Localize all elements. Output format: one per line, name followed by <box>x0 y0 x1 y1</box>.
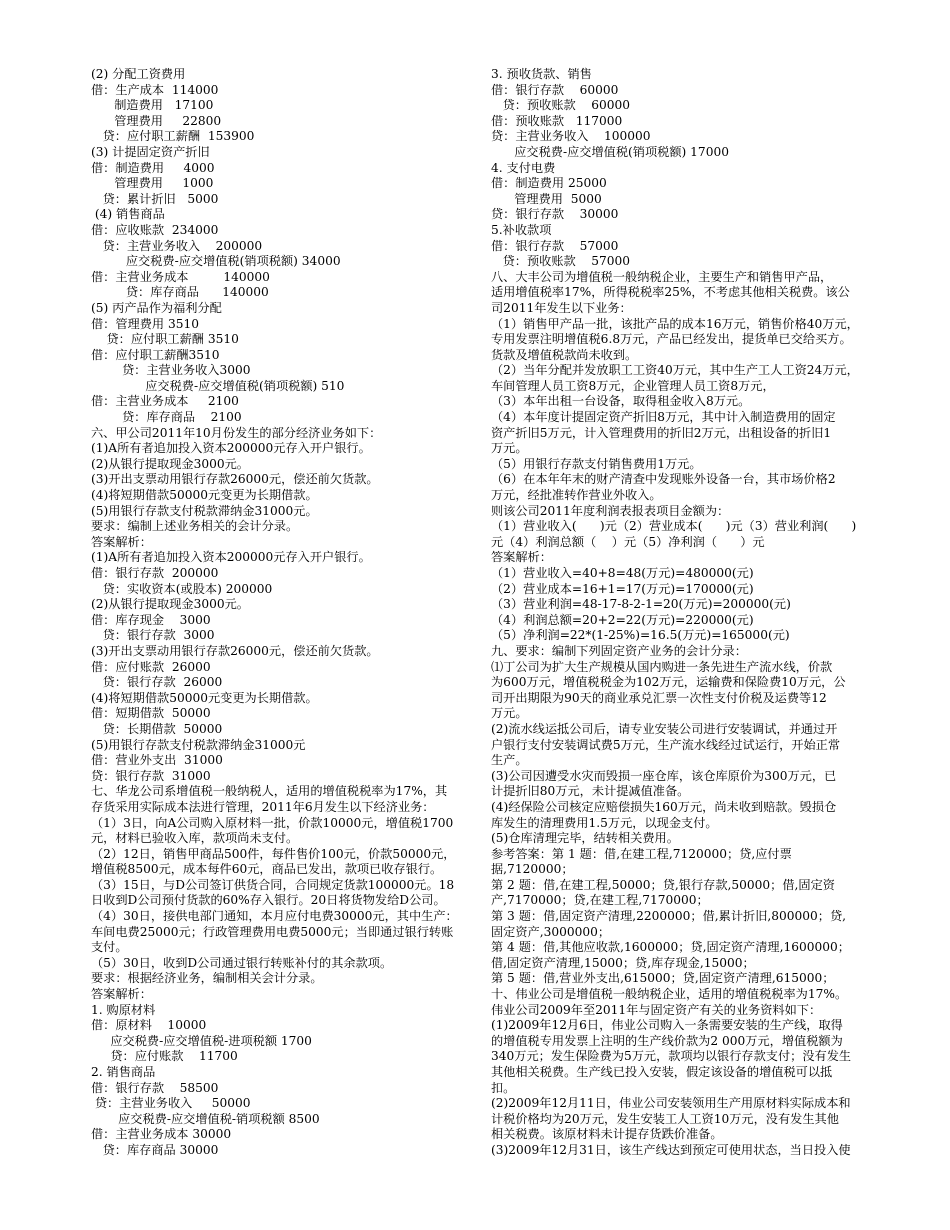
text-line: 扣。 <box>491 1080 516 1095</box>
text-line: 资产折旧5万元，计入管理费用的折旧2万元，出租设备的折旧1 <box>491 425 832 440</box>
text-line: 借,固定资产清理,15000；贷,库存现金,15000； <box>491 955 755 970</box>
text-line: 第 2 题：借,在建工程,50000；贷,银行存款,50000；借,固定资 <box>491 877 835 892</box>
text-line: (2)从银行提取现金3000元。 <box>91 597 249 612</box>
text-line: 贷：应付账款 11700 <box>91 1049 238 1064</box>
text-line: 贷：长期借款 50000 <box>91 721 223 736</box>
left-column <box>91 67 471 1159</box>
text-line: 要求：编制上述业务相关的会计分录。 <box>91 519 299 534</box>
text-line: 贷：累计折旧 5000 <box>91 191 219 206</box>
text-line: 借：主营业务成本 140000 <box>91 269 270 284</box>
text-line: 的增值税专用发票上注明的生产线价款为2 000万元，增值税额为 <box>491 1033 843 1048</box>
text-line: (2) 分配工资费用 <box>91 67 186 81</box>
text-line: (5)仓库清理完毕，结转相关费用。 <box>491 831 679 846</box>
text-line: 万元。 <box>491 441 528 456</box>
text-line: (3) 计提固定资产折旧 <box>91 144 210 159</box>
text-line: 5.补收款项 <box>491 222 552 237</box>
text-line: （4）利润总额=20+2=22(万元)=220000(元) <box>491 612 754 627</box>
text-line: 适用增值税率17%，所得税税率25%，不考虑其他相关税费。该公 <box>491 285 850 300</box>
text-line: 户银行支付安装调试费5万元，生产流水线经过试运行，开始正常 <box>491 737 841 752</box>
text-line: 为600万元，增值税税金为102万元，运输费和保险费10万元，公 <box>491 675 846 690</box>
text-line: 生产。 <box>491 753 528 768</box>
text-line: （4）30日，接供电部门通知，本月应付电费30000元，其中生产： <box>91 909 458 924</box>
text-line: 库发生的清理费用1.5万元，以现金支付。 <box>491 815 718 830</box>
text-line: 专用发票注明增值税6.8万元，产品已经发出，提货单已交给买方。 <box>491 332 852 347</box>
text-line: 管理费用 5000 <box>491 191 602 206</box>
text-line: 其他相关税费。生产线已投入安装，假定该设备的增值税可以抵 <box>491 1065 833 1079</box>
text-line: (2)2009年12月11日，伟业公司安装领用生产用原材料实际成本和 <box>491 1096 851 1111</box>
text-line: 4. 支付电费 <box>491 160 556 175</box>
text-line: 七、华龙公司系增值税一般纳税人，适用的增值税税率为17%，其 <box>91 784 448 799</box>
text-line: 应交税费-应交增值税(销项税额) 17000 <box>491 144 729 159</box>
text-line: 3. 预收货款、销售 <box>491 67 592 81</box>
text-line: （3）15日，与D公司签订供货合同，合同规定货款100000元。18 <box>91 877 455 892</box>
text-line: (4) 销售商品 <box>91 207 165 222</box>
text-line: 要求：根据经济业务，编制相关会计分录。 <box>91 971 323 986</box>
text-line: 借：制造费用 25000 <box>491 176 607 191</box>
text-line: （1）营业收入=40+8=48(万元)=480000(元) <box>491 566 754 580</box>
text-line: （4）本年度计提固定资产折旧8万元，其中计入制造费用的固定 <box>491 410 836 425</box>
text-line: 贷：库存商品 30000 <box>91 1142 219 1157</box>
text-line: 贷：预收账款 60000 <box>491 98 631 113</box>
text-line: （1）3日，向A公司购入原材料一批，价款10000元，增值税1700 <box>91 815 454 830</box>
text-line: （1）销售甲产品一批，该批产品的成本16万元，销售价格40万元， <box>491 316 859 331</box>
text-line: 借：应付职工薪酬3510 <box>91 347 220 362</box>
text-line: 贷：主营业务收入 100000 <box>491 129 651 144</box>
text-line: 答案解析： <box>91 987 152 1002</box>
text-line: 贷：主营业务收入 200000 <box>91 238 263 253</box>
text-line: （6）在本年年末的财产清查中发现账外设备一台，其市场价格2 <box>491 472 836 487</box>
text-line: 伟业公司2009年至2011年与固定资产有关的业务资料如下： <box>491 1002 822 1017</box>
text-line: 贷：实收资本(或股本) 200000 <box>91 581 273 596</box>
text-line: (3)2009年12月31日，该生产线达到预定可使用状态，当日投入使 <box>491 1142 851 1157</box>
text-line: 第 3 题：借,固定资产清理,2200000；借,累计折旧,800000；贷, <box>491 909 847 924</box>
text-line: 340万元；发生保险费为5万元，款项均以银行存款支付；没有发生 <box>491 1049 852 1064</box>
text-line: 贷：预收账款 57000 <box>491 254 631 269</box>
text-line: 1. 购原材料 <box>91 1002 156 1017</box>
text-line: 借：银行存款 200000 <box>91 566 219 580</box>
text-line: （1）营业收入( )元（2）营业成本( )元（3）营业利润( ) <box>491 519 857 534</box>
text-line: (2)流水线运抵公司后，请专业安装公司进行安装调试，并通过开 <box>491 721 838 736</box>
text-line: 计税价格均为20万元，发生安装工人工资10万元，没有发生其他 <box>491 1111 839 1126</box>
text-line: 借：应收账款 234000 <box>91 222 219 237</box>
text-line: (1)A所有者追加投入资本200000元存入开户银行。 <box>91 441 371 456</box>
text-line: 答案解析： <box>491 550 552 565</box>
text-line: (5)用银行存款支付税款滞纳金31000元。 <box>91 503 318 518</box>
text-line: 管理费用 22800 <box>91 113 222 128</box>
right-column <box>491 67 891 1159</box>
text-line: 借：主营业务成本 30000 <box>91 1127 232 1142</box>
text-line: 借：应付账款 26000 <box>91 659 211 674</box>
text-line: 管理费用 1000 <box>91 176 214 191</box>
text-line: 第 4 题：借,其他应收款,1600000；贷,固定资产清理,1600000； <box>491 940 850 955</box>
text-line: 支付。 <box>91 940 128 955</box>
text-line: 答案解析： <box>91 534 152 549</box>
text-line: 借：银行存款 60000 <box>491 82 619 97</box>
text-line: 借：主营业务成本 2100 <box>91 394 239 409</box>
text-line: 贷：银行存款 3000 <box>91 628 215 643</box>
text-line: 车间电费25000元；行政管理费用电费5000元；当即通过银行转账 <box>91 924 454 939</box>
text-line: 八、大丰公司为增值税一般纳税企业，主要生产和销售甲产品， <box>491 269 833 284</box>
text-line: 借：短期借款 50000 <box>91 706 211 721</box>
text-line: 司开出期限为90天的商业承兑汇票一次性支付价税及运费等12 <box>491 690 827 705</box>
text-line: （5）用银行存款支付销售费用1万元。 <box>491 456 702 471</box>
text-line: 计提折旧80万元，未计提减值准备。 <box>491 784 690 799</box>
text-line: (5)用银行存款支付税款滞纳金31000元 <box>91 737 306 752</box>
text-line: 借：原材料 10000 <box>91 1018 207 1033</box>
text-line: 参考答案：第 1 题：借,在建工程,7120000；贷,应付票 <box>491 846 792 861</box>
text-line: 借：库存现金 3000 <box>91 612 211 627</box>
text-line: 存货采用实际成本法进行管理，2011年6月发生以下经济业务： <box>91 799 435 814</box>
text-line: 借：预收账款 117000 <box>491 113 623 128</box>
text-line: 借：管理费用 3510 <box>91 316 200 331</box>
text-line: （5）净利润=22*(1-25%)=16.5(万元)=165000(元) <box>491 628 790 643</box>
text-line: (1)2009年12月6日，伟业公司购入一条需要安装的生产线，取得 <box>491 1018 843 1033</box>
text-line: 贷：主营业务收入3000 <box>91 363 251 378</box>
text-line: 万元，经批准转作营业外收入。 <box>491 488 662 503</box>
text-line: 借：银行存款 58500 <box>91 1080 219 1095</box>
text-line: 六、甲公司2011年10月份发生的部分经济业务如下： <box>91 425 382 440</box>
text-line: 日收到D公司预付货款的60%存入银行。20日将货物发给D公司。 <box>91 893 446 908</box>
text-line: (3)开出支票动用银行存款26000元，偿还前欠货款。 <box>91 472 379 487</box>
text-line: （5）30日，收到D公司通过银行转账补付的其余款项。 <box>91 955 393 970</box>
text-line: 借：营业外支出 31000 <box>91 753 223 768</box>
text-line: 应交税费-应交增值税-销项税额 8500 <box>91 1111 320 1126</box>
text-line: 万元。 <box>491 706 528 721</box>
text-line: 九、要求：编制下列固定资产业务的会计分录： <box>491 643 747 658</box>
text-line: 贷：库存商品 2100 <box>91 410 242 425</box>
text-line: 制造费用 17100 <box>91 98 214 113</box>
text-line: 2. 销售商品 <box>91 1065 156 1079</box>
text-line: 货款及增值税款尚未收到。 <box>491 347 638 362</box>
text-line: 贷：银行存款 30000 <box>491 207 619 222</box>
text-line: 贷：银行存款 26000 <box>91 675 223 690</box>
text-line: 车间管理人员工资8万元，企业管理人员工资8万元， <box>491 378 775 393</box>
text-line: 借：银行存款 57000 <box>491 238 619 253</box>
text-line: （2）营业成本=16+1=17(万元)=170000(元) <box>491 581 754 596</box>
text-line: 则该公司2011年度利润表报表项目金额为： <box>491 503 730 518</box>
text-line: 元（4）利润总额（ ）元（5）净利润（ ）元 <box>491 534 765 549</box>
text-line: 元，材料已验收入库，款项尚未支付。 <box>91 831 299 846</box>
text-line: 应交税费-应交增值税-进项税额 1700 <box>91 1033 312 1048</box>
text-line: 贷：应付职工薪酬 153900 <box>91 129 255 144</box>
text-line: 应交税费-应交增值税(销项税额) 34000 <box>91 254 341 269</box>
text-line: ⑴丁公司为扩大生产规模从国内购进一条先进生产流水线，价款 <box>491 659 833 674</box>
text-line: 贷：应付职工薪酬 3510 <box>91 332 239 347</box>
text-line: (3)公司因遭受水灾而毁损一座仓库，该仓库原价为300万元，已 <box>491 768 837 783</box>
text-line: 贷：银行存款 31000 <box>91 768 211 783</box>
text-line: (2)从银行提取现金3000元。 <box>91 456 249 471</box>
text-line: 产,7170000；贷,在建工程,7170000； <box>491 893 709 908</box>
text-line: （2）当年分配并发放职工工资40万元，其中生产工人工资24万元， <box>491 363 859 378</box>
text-line: 贷：库存商品 140000 <box>91 285 269 300</box>
text-line: 应交税费-应交增值税(销项税额) 510 <box>91 378 345 393</box>
text-line: 借：生产成本 114000 <box>91 82 219 97</box>
text-line: (1)A所有者追加投入资本200000元存入开户银行。 <box>91 550 371 565</box>
text-line: 据,7120000； <box>491 862 574 877</box>
text-line: （3）本年出租一台设备，取得租金收入8万元。 <box>491 394 751 409</box>
text-line: （3）营业利润=48-17-8-2-1=20(万元)=200000(元) <box>491 597 791 612</box>
text-line: (3)开出支票动用银行存款26000元，偿还前欠货款。 <box>91 643 379 658</box>
text-line: （2）12日，销售甲商品500件，每件售价100元，价款50000元， <box>91 846 456 861</box>
text-line: 借：制造费用 4000 <box>91 160 215 175</box>
text-line: 司2011年发生以下业务： <box>491 300 632 315</box>
text-line: 相关税费。该原材料未计提存货跌价准备。 <box>491 1127 723 1142</box>
text-line: (5) 丙产品作为福利分配 <box>91 300 222 315</box>
text-line: 十、伟业公司是增值税一般纳税企业，适用的增值税税率为17%。 <box>491 987 848 1002</box>
text-line: 固定资产,3000000； <box>491 924 611 939</box>
text-line: 增值税8500元，成本每件60元，商品已发出，款项已收存银行。 <box>91 862 443 877</box>
text-line: 贷：主营业务收入 50000 <box>91 1096 251 1111</box>
text-line: 第 5 题：借,营业外支出,615000；贷,固定资产清理,615000； <box>491 971 835 986</box>
text-line: (4)将短期借款50000元变更为长期借款。 <box>91 488 318 503</box>
text-line: (4)经保险公司核定应赔偿损失160万元，尚未收到赔款。毁损仓 <box>491 799 837 814</box>
text-line: (4)将短期借款50000元变更为长期借款。 <box>91 690 318 705</box>
